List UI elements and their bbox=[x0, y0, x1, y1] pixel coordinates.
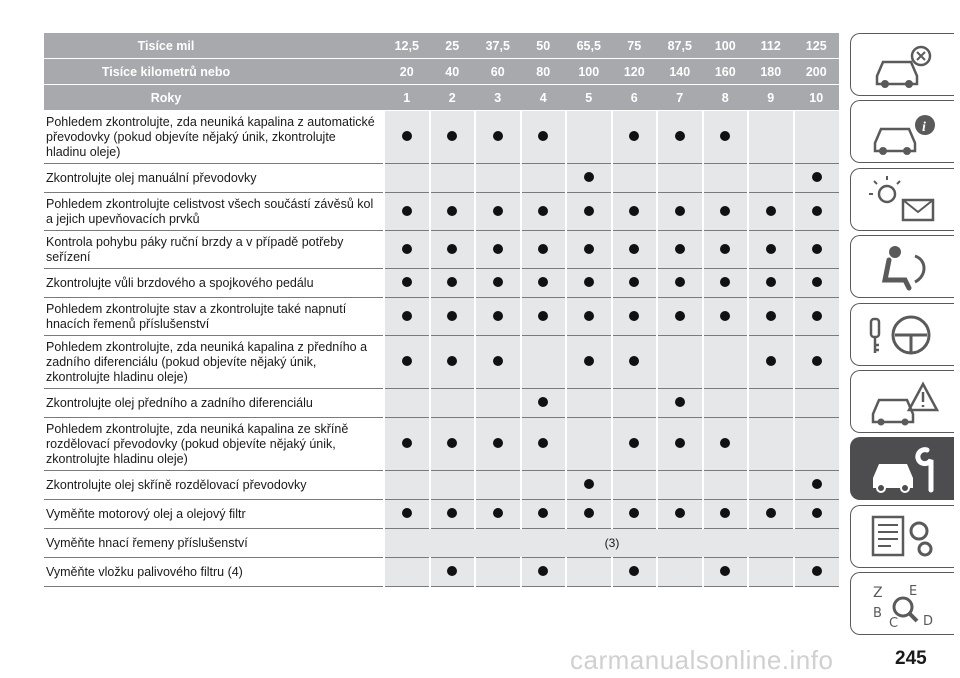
interval-dot-icon bbox=[447, 244, 457, 254]
schedule-cell bbox=[748, 336, 794, 389]
schedule-cell bbox=[612, 298, 658, 336]
schedule-cell bbox=[384, 269, 430, 298]
interval-dot-icon bbox=[720, 438, 730, 448]
schedule-cell bbox=[703, 164, 749, 193]
schedule-cell bbox=[521, 231, 567, 269]
schedule-cell bbox=[475, 418, 521, 471]
schedule-cell bbox=[566, 111, 612, 164]
schedule-cell bbox=[521, 193, 567, 231]
schedule-cell bbox=[703, 500, 749, 529]
schedule-cell bbox=[612, 269, 658, 298]
table-row bbox=[44, 471, 839, 500]
schedule-cell bbox=[794, 500, 840, 529]
schedule-cell bbox=[612, 231, 658, 269]
header-value: 65,5 bbox=[566, 33, 612, 59]
table-row bbox=[44, 231, 839, 269]
interval-dot-icon bbox=[584, 479, 594, 489]
schedule-cell bbox=[384, 471, 430, 500]
schedule-cell bbox=[566, 298, 612, 336]
schedule-cell bbox=[657, 231, 703, 269]
row-label: Vyměňte motorový olej a olejový filtr bbox=[44, 500, 384, 529]
interval-dot-icon bbox=[629, 356, 639, 366]
index-magnifier-icon bbox=[863, 579, 943, 629]
chapter-tab[interactable] bbox=[850, 572, 954, 635]
interval-dot-icon bbox=[629, 311, 639, 321]
interval-dot-icon bbox=[766, 206, 776, 216]
interval-dot-icon bbox=[629, 508, 639, 518]
interval-dot-icon bbox=[538, 311, 548, 321]
schedule-cell bbox=[430, 193, 476, 231]
interval-dot-icon bbox=[675, 131, 685, 141]
interval-dot-icon bbox=[538, 397, 548, 407]
interval-dot-icon bbox=[447, 438, 457, 448]
header-value: 125 bbox=[794, 33, 840, 59]
schedule-cell bbox=[612, 471, 658, 500]
interval-dot-icon bbox=[812, 508, 822, 518]
interval-dot-icon bbox=[812, 479, 822, 489]
schedule-cell bbox=[612, 389, 658, 418]
schedule-cell bbox=[430, 269, 476, 298]
schedule-cell bbox=[794, 418, 840, 471]
interval-dot-icon bbox=[812, 566, 822, 576]
interval-dot-icon bbox=[675, 311, 685, 321]
interval-dot-icon bbox=[538, 206, 548, 216]
interval-dot-icon bbox=[493, 131, 503, 141]
interval-dot-icon bbox=[629, 566, 639, 576]
schedule-cell bbox=[703, 193, 749, 231]
schedule-cell bbox=[475, 336, 521, 389]
chapter-sidebar bbox=[850, 33, 954, 640]
header-value: 100 bbox=[703, 33, 749, 59]
interval-dot-icon bbox=[538, 566, 548, 576]
lights-mail-icon bbox=[863, 174, 943, 224]
interval-dot-icon bbox=[720, 311, 730, 321]
interval-dot-icon bbox=[675, 277, 685, 287]
interval-dot-icon bbox=[584, 508, 594, 518]
schedule-cell bbox=[794, 558, 840, 587]
interval-dot-icon bbox=[766, 508, 776, 518]
schedule-cell bbox=[612, 164, 658, 193]
schedule-cell bbox=[521, 269, 567, 298]
table-row bbox=[44, 269, 839, 298]
header-value: 200 bbox=[794, 59, 840, 85]
table-row bbox=[44, 336, 839, 389]
interval-dot-icon bbox=[538, 438, 548, 448]
header-value: 60 bbox=[475, 59, 521, 85]
schedule-cell bbox=[430, 471, 476, 500]
schedule-cell bbox=[703, 418, 749, 471]
row-label: Zkontrolujte vůli brzdového a spojkového pedálu bbox=[44, 269, 384, 298]
interval-dot-icon bbox=[493, 244, 503, 254]
header-value: 25 bbox=[430, 33, 476, 59]
row-label: Pohledem zkontrolujte, zda neuniká kapalina ze skříně rozdělovací převodovky (pokud objevíte nějaký únik, zkontrolujte hladinu oleje) bbox=[44, 418, 384, 471]
schedule-cell bbox=[794, 389, 840, 418]
interval-dot-icon bbox=[402, 206, 412, 216]
schedule-cell bbox=[703, 269, 749, 298]
header-value: 180 bbox=[748, 59, 794, 85]
dashboard-car-icon bbox=[863, 40, 943, 90]
header-value: 9 bbox=[748, 85, 794, 111]
schedule-cell bbox=[475, 269, 521, 298]
interval-dot-icon bbox=[402, 356, 412, 366]
schedule-cell bbox=[794, 231, 840, 269]
interval-dot-icon bbox=[447, 566, 457, 576]
schedule-cell bbox=[521, 389, 567, 418]
schedule-cell bbox=[748, 193, 794, 231]
page-number: 245 bbox=[895, 648, 927, 669]
interval-dot-icon bbox=[402, 438, 412, 448]
chapter-tab[interactable] bbox=[850, 168, 954, 231]
header-label: Roky bbox=[44, 85, 384, 111]
schedule-cell bbox=[748, 231, 794, 269]
row-label: Zkontrolujte olej skříně rozdělovací převodovky bbox=[44, 471, 384, 500]
schedule-cell bbox=[430, 558, 476, 587]
schedule-cell bbox=[384, 298, 430, 336]
schedule-cell bbox=[657, 389, 703, 418]
header-value: 7 bbox=[657, 85, 703, 111]
header-value: 12,5 bbox=[384, 33, 430, 59]
svg-text:B: B bbox=[872, 605, 882, 621]
svg-text:Z: Z bbox=[872, 584, 883, 601]
schedule-cell bbox=[521, 298, 567, 336]
car-warning-icon bbox=[863, 376, 943, 426]
interval-dot-icon bbox=[675, 438, 685, 448]
interval-dot-icon bbox=[493, 438, 503, 448]
schedule-cell bbox=[748, 298, 794, 336]
interval-dot-icon bbox=[629, 206, 639, 216]
chapter-tab[interactable] bbox=[850, 303, 954, 366]
schedule-cell bbox=[566, 389, 612, 418]
interval-dot-icon bbox=[812, 311, 822, 321]
schedule-cell bbox=[703, 231, 749, 269]
header-value: 80 bbox=[521, 59, 567, 85]
interval-dot-icon bbox=[675, 508, 685, 518]
interval-dot-icon bbox=[402, 131, 412, 141]
table-row bbox=[44, 389, 839, 418]
schedule-cell bbox=[794, 164, 840, 193]
schedule-cell bbox=[475, 231, 521, 269]
header-label: Tisíce mil bbox=[44, 33, 384, 59]
header-value: 2 bbox=[430, 85, 476, 111]
header-value: 6 bbox=[612, 85, 658, 111]
interval-dot-icon bbox=[493, 311, 503, 321]
interval-dot-icon bbox=[584, 244, 594, 254]
schedule-cell bbox=[475, 298, 521, 336]
schedule-cell bbox=[748, 558, 794, 587]
schedule-cell bbox=[612, 500, 658, 529]
interval-dot-icon bbox=[720, 206, 730, 216]
schedule-cell bbox=[566, 500, 612, 529]
svg-text:E: E bbox=[908, 583, 917, 599]
schedule-cell bbox=[384, 164, 430, 193]
interval-dot-icon bbox=[584, 356, 594, 366]
schedule-cell bbox=[521, 336, 567, 389]
header-value: 37,5 bbox=[475, 33, 521, 59]
schedule-cell bbox=[430, 164, 476, 193]
schedule-cell bbox=[475, 111, 521, 164]
maintenance-schedule-table bbox=[44, 33, 839, 587]
schedule-cell bbox=[612, 558, 658, 587]
schedule-cell bbox=[657, 111, 703, 164]
schedule-cell bbox=[384, 111, 430, 164]
interval-dot-icon bbox=[447, 277, 457, 287]
schedule-cell bbox=[384, 418, 430, 471]
row-label: Vyměňte vložku palivového filtru (4) bbox=[44, 558, 384, 587]
interval-dot-icon bbox=[402, 311, 412, 321]
row-label: Zkontrolujte olej manuální převodovky bbox=[44, 164, 384, 193]
specs-gears-icon bbox=[863, 511, 943, 561]
row-label: Vyměňte hnací řemeny příslušenství bbox=[44, 529, 384, 558]
interval-dot-icon bbox=[766, 311, 776, 321]
header-value: 4 bbox=[521, 85, 567, 111]
header-value: 112 bbox=[748, 33, 794, 59]
interval-dot-icon bbox=[629, 244, 639, 254]
header-label: Tisíce kilometrů nebo bbox=[44, 59, 384, 85]
svg-text:i: i bbox=[921, 119, 926, 135]
interval-dot-icon bbox=[812, 244, 822, 254]
schedule-cell bbox=[521, 558, 567, 587]
schedule-cell bbox=[475, 389, 521, 418]
schedule-cell bbox=[521, 164, 567, 193]
schedule-cell bbox=[748, 418, 794, 471]
row-note: (3) bbox=[384, 529, 839, 558]
header-row bbox=[44, 33, 839, 59]
header-value: 87,5 bbox=[657, 33, 703, 59]
interval-dot-icon bbox=[584, 206, 594, 216]
schedule-cell bbox=[384, 389, 430, 418]
schedule-cell bbox=[703, 389, 749, 418]
header-value: 8 bbox=[703, 85, 749, 111]
interval-dot-icon bbox=[812, 356, 822, 366]
schedule-cell bbox=[657, 558, 703, 587]
interval-dot-icon bbox=[402, 244, 412, 254]
schedule-cell bbox=[657, 418, 703, 471]
schedule-cell bbox=[475, 193, 521, 231]
interval-dot-icon bbox=[402, 277, 412, 287]
interval-dot-icon bbox=[629, 438, 639, 448]
schedule-cell bbox=[657, 471, 703, 500]
schedule-cell bbox=[748, 269, 794, 298]
table-row bbox=[44, 111, 839, 164]
interval-dot-icon bbox=[447, 131, 457, 141]
header-row bbox=[44, 59, 839, 85]
schedule-cell bbox=[566, 193, 612, 231]
row-label: Pohledem zkontrolujte, zda neuniká kapalina z předního a zadního diferenciálu (pokud objevíte nějaký únik, zkontrolujte hladinu oleje) bbox=[44, 336, 384, 389]
svg-text:D: D bbox=[922, 613, 933, 629]
row-label: Kontrola pohybu páky ruční brzdy a v případě potřeby seřízení bbox=[44, 231, 384, 269]
schedule-cell bbox=[612, 111, 658, 164]
schedule-cell bbox=[657, 269, 703, 298]
header-row bbox=[44, 85, 839, 111]
interval-dot-icon bbox=[812, 277, 822, 287]
schedule-cell bbox=[521, 111, 567, 164]
interval-dot-icon bbox=[629, 277, 639, 287]
interval-dot-icon bbox=[447, 356, 457, 366]
schedule-cell bbox=[384, 558, 430, 587]
schedule-cell bbox=[384, 231, 430, 269]
schedule-cell bbox=[657, 298, 703, 336]
schedule-cell bbox=[430, 231, 476, 269]
schedule-cell bbox=[430, 389, 476, 418]
table-row bbox=[44, 558, 839, 587]
header-value: 100 bbox=[566, 59, 612, 85]
schedule-cell bbox=[612, 418, 658, 471]
schedule-cell bbox=[703, 298, 749, 336]
row-label: Pohledem zkontrolujte stav a zkontrolujte také napnutí hnacích řemenů příslušenství bbox=[44, 298, 384, 336]
header-value: 120 bbox=[612, 59, 658, 85]
row-label: Pohledem zkontrolujte celistvost všech součástí závěsů kol a jejich upevňovacích prvků bbox=[44, 193, 384, 231]
row-label: Pohledem zkontrolujte, zda neuniká kapalina z automatické převodovky (pokud objevíte nějaký únik, zkontrolujte hladinu oleje) bbox=[44, 111, 384, 164]
schedule-cell bbox=[566, 471, 612, 500]
interval-dot-icon bbox=[493, 508, 503, 518]
table-row bbox=[44, 529, 839, 558]
schedule-cell bbox=[657, 164, 703, 193]
schedule-cell bbox=[384, 193, 430, 231]
interval-dot-icon bbox=[766, 244, 776, 254]
interval-dot-icon bbox=[629, 131, 639, 141]
chapter-tab[interactable] bbox=[850, 505, 954, 568]
chapter-tab[interactable] bbox=[850, 33, 954, 96]
schedule-cell bbox=[430, 111, 476, 164]
header-value: 40 bbox=[430, 59, 476, 85]
interval-dot-icon bbox=[720, 277, 730, 287]
table-row bbox=[44, 418, 839, 471]
schedule-cell bbox=[384, 500, 430, 529]
schedule-cell bbox=[430, 418, 476, 471]
header-value: 1 bbox=[384, 85, 430, 111]
svg-text:C: C bbox=[888, 615, 898, 629]
header-value: 3 bbox=[475, 85, 521, 111]
schedule-cell bbox=[794, 111, 840, 164]
schedule-cell bbox=[384, 336, 430, 389]
interval-dot-icon bbox=[766, 277, 776, 287]
schedule-cell bbox=[566, 418, 612, 471]
schedule-cell bbox=[566, 269, 612, 298]
row-label: Zkontrolujte olej předního a zadního diferenciálu bbox=[44, 389, 384, 418]
schedule-cell bbox=[794, 471, 840, 500]
schedule-cell bbox=[612, 193, 658, 231]
interval-dot-icon bbox=[447, 206, 457, 216]
schedule-cell bbox=[566, 336, 612, 389]
schedule-cell bbox=[430, 336, 476, 389]
chapter-tab[interactable] bbox=[850, 370, 954, 433]
interval-dot-icon bbox=[675, 397, 685, 407]
airbag-seat-icon bbox=[863, 242, 943, 292]
interval-dot-icon bbox=[766, 356, 776, 366]
interval-dot-icon bbox=[675, 206, 685, 216]
interval-dot-icon bbox=[538, 277, 548, 287]
schedule-cell bbox=[657, 336, 703, 389]
header-value: 50 bbox=[521, 33, 567, 59]
schedule-cell bbox=[475, 164, 521, 193]
schedule-cell bbox=[521, 471, 567, 500]
header-value: 140 bbox=[657, 59, 703, 85]
schedule-cell bbox=[748, 164, 794, 193]
interval-dot-icon bbox=[538, 508, 548, 518]
schedule-cell bbox=[612, 336, 658, 389]
interval-dot-icon bbox=[538, 244, 548, 254]
schedule-cell bbox=[657, 500, 703, 529]
schedule-cell bbox=[794, 269, 840, 298]
schedule-cell bbox=[566, 164, 612, 193]
interval-dot-icon bbox=[493, 277, 503, 287]
schedule-cell bbox=[430, 298, 476, 336]
header-value: 160 bbox=[703, 59, 749, 85]
schedule-cell bbox=[794, 336, 840, 389]
key-steering-wheel-icon bbox=[863, 309, 943, 359]
interval-dot-icon bbox=[447, 508, 457, 518]
table-row bbox=[44, 500, 839, 529]
schedule-cell bbox=[657, 193, 703, 231]
interval-dot-icon bbox=[493, 356, 503, 366]
header-value: 20 bbox=[384, 59, 430, 85]
schedule-cell bbox=[475, 558, 521, 587]
interval-dot-icon bbox=[720, 566, 730, 576]
schedule-cell bbox=[794, 193, 840, 231]
header-value: 5 bbox=[566, 85, 612, 111]
schedule-cell bbox=[794, 298, 840, 336]
schedule-cell bbox=[521, 418, 567, 471]
schedule-cell bbox=[430, 500, 476, 529]
schedule-cell bbox=[521, 500, 567, 529]
schedule-cell bbox=[703, 111, 749, 164]
interval-dot-icon bbox=[584, 172, 594, 182]
interval-dot-icon bbox=[675, 244, 685, 254]
schedule-cell bbox=[475, 471, 521, 500]
interval-dot-icon bbox=[402, 508, 412, 518]
chapter-tab[interactable] bbox=[850, 235, 954, 298]
car-info-icon bbox=[863, 107, 943, 157]
interval-dot-icon bbox=[812, 172, 822, 182]
interval-dot-icon bbox=[584, 277, 594, 287]
chapter-tab[interactable] bbox=[850, 437, 954, 500]
interval-dot-icon bbox=[584, 311, 594, 321]
car-service-wrench-icon bbox=[863, 444, 943, 494]
interval-dot-icon bbox=[720, 131, 730, 141]
schedule-cell bbox=[703, 336, 749, 389]
schedule-cell bbox=[703, 558, 749, 587]
header-value: 10 bbox=[794, 85, 840, 111]
schedule-cell bbox=[475, 500, 521, 529]
interval-dot-icon bbox=[812, 206, 822, 216]
table-row bbox=[44, 164, 839, 193]
schedule-cell bbox=[566, 558, 612, 587]
schedule-cell bbox=[703, 471, 749, 500]
schedule-cell bbox=[748, 471, 794, 500]
schedule-cell bbox=[566, 231, 612, 269]
interval-dot-icon bbox=[538, 131, 548, 141]
chapter-tab[interactable] bbox=[850, 100, 954, 163]
interval-dot-icon bbox=[447, 311, 457, 321]
schedule-cell bbox=[748, 389, 794, 418]
header-value: 75 bbox=[612, 33, 658, 59]
table-row bbox=[44, 193, 839, 231]
schedule-cell bbox=[748, 500, 794, 529]
schedule-cell bbox=[748, 111, 794, 164]
interval-dot-icon bbox=[720, 244, 730, 254]
watermark: carmanualsonline.info bbox=[570, 645, 834, 675]
interval-dot-icon bbox=[720, 508, 730, 518]
interval-dot-icon bbox=[493, 206, 503, 216]
table-row bbox=[44, 298, 839, 336]
